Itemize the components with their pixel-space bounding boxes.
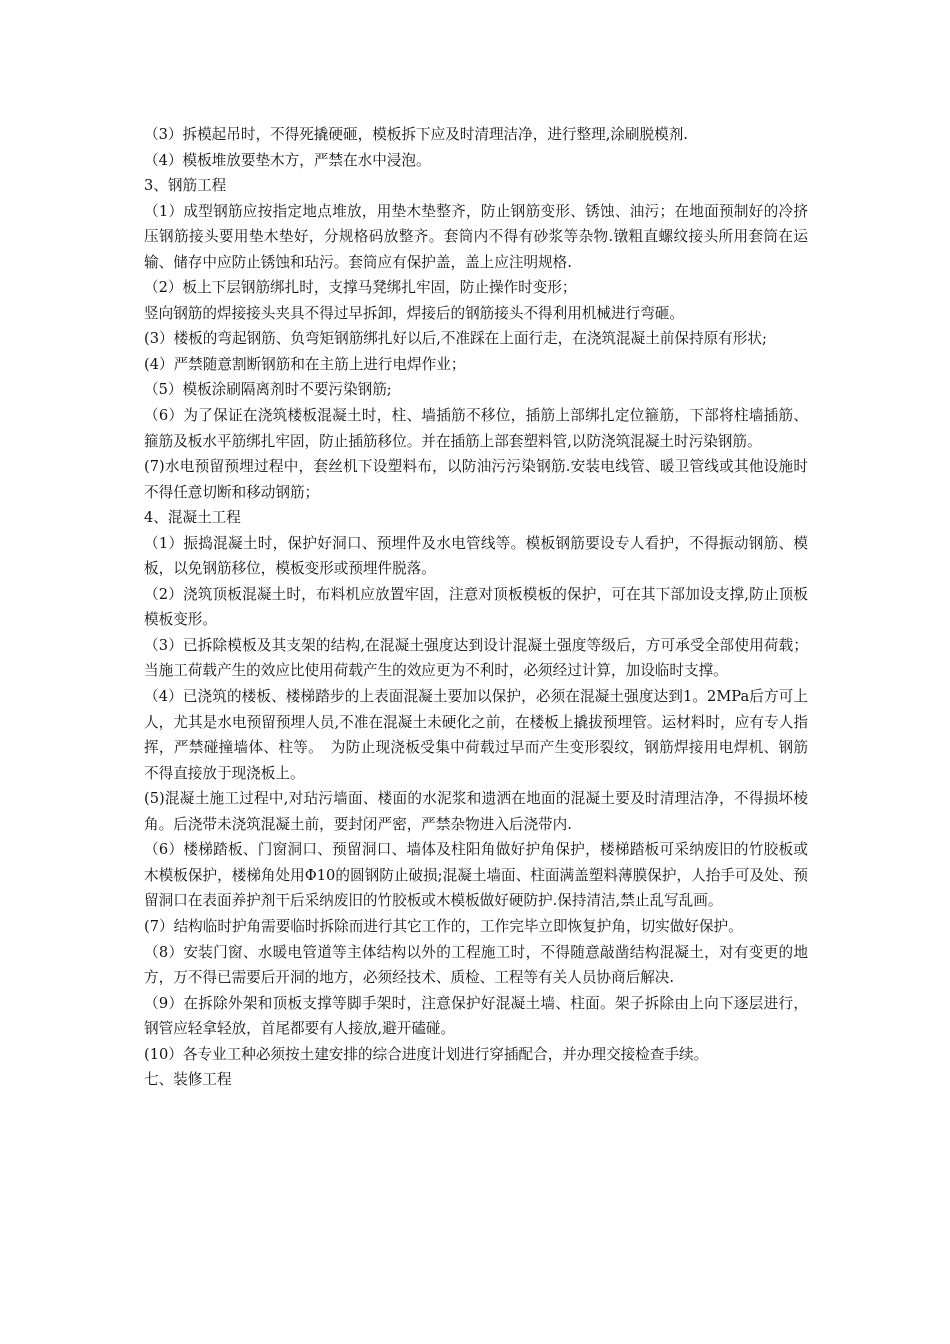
paragraph-scaffold-removal: （9）在拆除外架和顶板支撑等脚手架时，注意保护好混凝土墙、柱面。架子拆除由上向下逐层进行，钢管应轻拿轻放，首尾都要有人接放,避开磕碰。: [144, 994, 808, 1038]
paragraph-no-cutting: (4）严禁随意割断钢筋和在主筋上进行电焊作业；: [144, 355, 466, 373]
paragraph-removed-formwork: （3）已拆除模板及其支架的结构,在混凝土强度达到设计混凝土强度等级后，方可承受全部使用荷载；当施工荷载产生的效应比使用荷载产生的效应更为不利时，必须经过计算，加设临时支撑。: [144, 636, 808, 680]
paragraph-vibration: （1）振捣混凝土时，保护好洞口、预埋件及水电管线等。模板钢筋要设专人看护，不得振动钢筋、模板，以免钢筋移位，模板变形或预埋件脱落。: [144, 534, 808, 578]
document-body: [144, 122, 808, 1093]
paragraph-installation: （8）安装门窗、水暖电管道等主体结构以外的工程施工时，不得随意敲凿结构混凝土，对有变更的地方，万不得已需要后开洞的地方，必须经技术、质检、工程等有关人员协商后解决.: [144, 943, 808, 987]
paragraph-coordination: (10）各专业工种必须按土建安排的综合进度计划进行穿插配合，并办理交接检查手续。: [144, 1045, 709, 1063]
section-heading-rebar: 3、钢筋工程: [144, 177, 227, 195]
paragraph-mep-embedded: (7)水电预留预埋过程中，套丝机下设塑料布，以防油污污染钢筋.安装电线管、暖卫管线或其他设施时不得任意切断和移动钢筋；: [144, 458, 808, 501]
paragraph-vertical-welding: 竖向钢筋的焊接接头夹具不得过早拆卸，焊接后的钢筋接头不得利用机械进行弯砸。: [144, 304, 684, 322]
section-heading-concrete: 4、混凝土工程: [144, 509, 241, 527]
paragraph-rebar-binding: （2）板上下层钢筋绑扎时，支撑马凳绑扎牢固，防止操作时变形；: [144, 279, 577, 297]
paragraph-release-agent: （5）模板涂刷隔离剂时不要污染钢筋;: [144, 381, 392, 399]
paragraph-corner-protection: （6）楼梯踏板、门窗洞口、预留洞口、墙体及柱阳角做好护角保护，楼梯踏板可采纳废旧的竹胶板或木模板保护，楼梯角处用Φ10的圆钢防止破损;混凝土墙面、柱面满盖塑料薄膜保护，人抬手可及处、预留洞口在表面养护剂干后采纳废旧的竹胶板或木模板做好硬防护.保持清洁,禁止乱写乱画。: [144, 841, 808, 910]
paragraph-bent-rebar: (3）楼板的弯起钢筋、负弯矩钢筋绑扎好以后,不准踩在上面行走，在浇筑混凝土前保持原有形状;: [144, 330, 767, 348]
paragraph-slab-protection: （4）已浇筑的楼板、楼梯踏步的上表面混凝土要加以保护，必须在混凝土强度达到1。2MPa后方可上人，尤其是水电预留预埋人员,不准在混凝土未硬化之前，在楼板上撬拔预埋管。运材料时，应有专人指挥，严禁碰撞墙体、柱等。 为防止现浇板受集中荷载过早而产生变形裂纹，钢筋焊接用电焊机、钢筋不得直接放于现浇板上。: [144, 688, 808, 782]
paragraph-slab-pouring: （2）浇筑顶板混凝土时，布料机应放置牢固，注意对顶板模板的保护，可在其下部加设支撑,防止顶板模板变形。: [144, 585, 808, 629]
section-heading-decoration: 七、装修工程: [144, 1071, 232, 1089]
paragraph-temporary-corner: (7）结构临时护角需要临时拆除而进行其它工作的，工作完毕立即恢复护角，切实做好保护。: [144, 917, 743, 935]
paragraph-dowel-position: （6）为了保证在浇筑楼板混凝土时，柱、墙插筋不移位，插筋上部绑扎定位箍筋，下部将柱墙插筋、箍筋及板水平筋绑扎牢固，防止插筋移位。并在插筋上部套塑料管,以防浇筑混凝土时污染钢筋。: [144, 407, 808, 450]
paragraph-cleaning: (5)混凝土施工过程中,对玷污墙面、楼面的水泥浆和遗洒在地面的混凝土要及时清理洁净，不得损坏棱角。后浇带未浇筑混凝土前，要封闭严密，严禁杂物进入后浇带内.: [144, 790, 808, 833]
paragraph-rebar-storage: （1）成型钢筋应按指定地点堆放，用垫木垫整齐，防止钢筋变形、锈蚀、油污；在地面预制好的冷挤压钢筋接头要用垫木垫好，分规格码放整齐。套筒内不得有砂浆等杂物.镦粗直螺纹接头所用套筒在运输、储存中应防止锈蚀和玷污。套筒应有保护盖，盖上应注明规格.: [144, 202, 808, 271]
paragraph-formwork-stacking: （4）模板堆放要垫木方，严禁在水中浸泡。: [144, 151, 431, 169]
paragraph-demolition-lifting: （3）拆模起吊时，不得死撬硬砸，模板拆下应及时清理洁净，进行整理,涂刷脱模剂.: [144, 126, 688, 143]
